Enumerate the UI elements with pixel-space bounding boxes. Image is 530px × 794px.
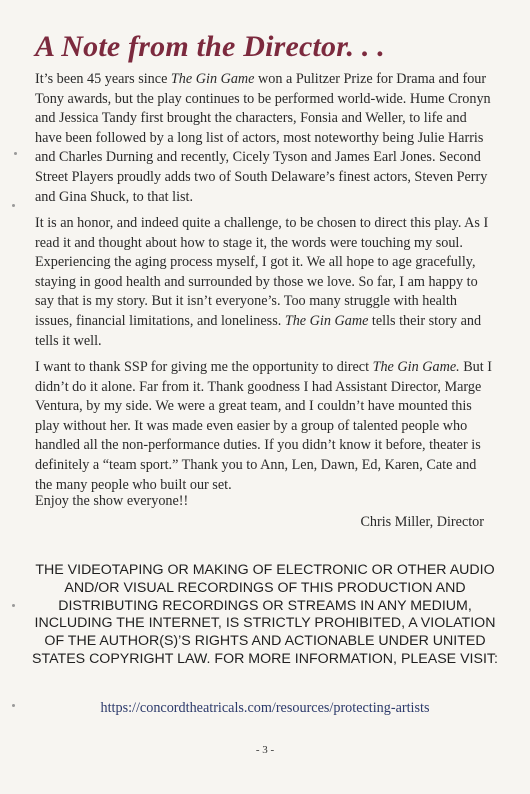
paragraph-2: It is an honor, and indeed quite a challenge, to be chosen to direct this play. As I read it and thought about how to stage it, the words were touching my soul. Experiencing the aging process myself, I got it. We all hope to age gracefully, staying in good health and surrounded by those we love. So far, I am happy to say that is my story. But it isn’t everyone’s. Too many struggle with health issues, financial limitations, and loneliness. The Gin Game tells their story and tells it well.: [35, 215, 489, 349]
info-url-link[interactable]: https://concordtheatricals.com/resources/protecting-artists: [100, 700, 430, 716]
page-number: - 3 -: [255, 744, 275, 756]
paragraph-1: It’s been 45 years since The Gin Game won a Pulitzer Prize for Drama and four Tony awards, but the play continues to be performed world-wide. Hume Cronyn and Jessica Tandy first brought the characters, Fonsia and Weller, to life and have been followed by a long list of actors, most noteworthy being Julie Harris and Charles Durning and recently, Cicely Tyson and James Earl Jones. Second Street Players proudly adds two of South Delaware’s finest actors, Steven Perry and Gina Shuck, to that list.: [35, 71, 491, 205]
scan-speck: [12, 204, 15, 207]
paragraph-closing: Enjoy the show everyone!!: [35, 493, 189, 509]
scan-speck: [14, 152, 17, 155]
play-title-italic: The Gin Game.: [372, 359, 460, 375]
play-title-italic: The Gin Game: [284, 312, 369, 329]
paragraph-3: I want to thank SSP for giving me the opportunity to direct The Gin Game. But I didn’t do it alone. Far from it. Thank goodness I had Assistant Director, Marge Ventura, by my side. We were a great team, and I couldn’t have mounted this play without her. It was made even easier by a group of talented people who handled all the non-performance duties. If you didn’t know it before, theater is definitely a “team sport.” Thank you to Ann, Len, Dawn, Ed, Karen, Cate and the many people who built our set.: [35, 359, 492, 493]
scan-speck: [12, 604, 15, 607]
play-title-italic: The Gin Game: [170, 71, 255, 87]
page-title: A Note from the Director. . .: [35, 30, 385, 63]
scan-speck: [12, 704, 15, 707]
director-signature: Chris Miller, Director: [360, 514, 484, 530]
recording-warning: THE VIDEOTAPING OR MAKING OF ELECTRONIC OR OTHER AUDIO AND/OR VISUAL RECORDINGS OF THIS PRODUCTION AND DISTRIBUTING RECORDINGS OR STREAMS IN ANY MEDIUM, INCLUDING THE INTERNET, IS STRICTLY PROHIBITED, A VIOLATION OF THE AUTHOR(S)’S RIGHTS AND ACTIONABLE UNDER UNITED STATES COPYRIGHT LAW. FOR MORE INFORMATION, PLEASE VISIT:: [32, 562, 498, 667]
